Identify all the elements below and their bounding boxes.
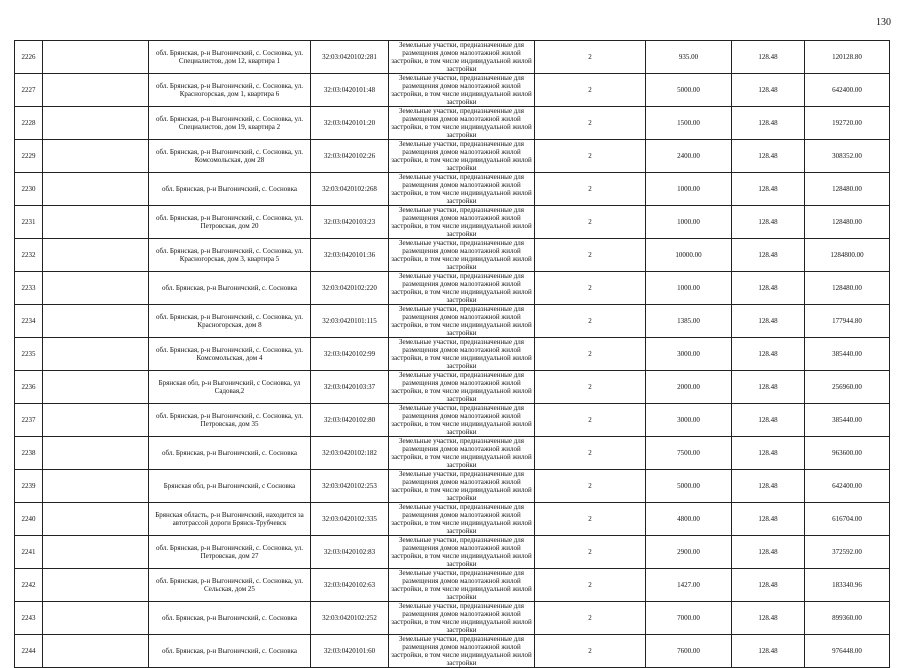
row-number: 2234	[15, 305, 43, 338]
row-number: 2243	[15, 602, 43, 635]
address-cell: обл. Брянская, р-н Выгоничский, с. Сосновка	[149, 173, 311, 206]
area-cell: 1385.00	[646, 305, 732, 338]
table-row	[15, 206, 890, 239]
category-cell: 2	[535, 107, 646, 140]
permitted-use-cell: Земельные участки, предназначенные для размещения домов малоэтажной жилой застройки, в том числе индивидуальной жилой застройки	[389, 107, 535, 140]
cadastral-number-cell: 32:03:0420102:335	[311, 503, 389, 536]
row-number: 2238	[15, 437, 43, 470]
cadastral-number-cell: 32:03:0420102:268	[311, 173, 389, 206]
permitted-use-cell: Земельные участки, предназначенные для размещения домов малоэтажной жилой застройки, в том числе индивидуальной жилой застройки	[389, 272, 535, 305]
table-row	[15, 635, 890, 668]
area-cell: 1500.00	[646, 107, 732, 140]
empty-cell	[43, 173, 149, 206]
row-number: 2232	[15, 239, 43, 272]
address-cell: обл. Брянская, р-н Выгоничский, с. Сосновка, ул. Специалистов, дом 12, квартира 1	[149, 41, 311, 74]
category-cell: 2	[535, 239, 646, 272]
permitted-use-cell: Земельные участки, предназначенные для размещения домов малоэтажной жилой застройки, в том числе индивидуальной жилой застройки	[389, 635, 535, 668]
address-cell: обл. Брянская, р-н Выгоничский, с. Сосновка, ул. Петровская, дом 20	[149, 206, 311, 239]
address-cell: обл. Брянская, р-н Выгоничский, с. Сосновка, ул. Комсомольская, дом 28	[149, 140, 311, 173]
empty-cell	[43, 239, 149, 272]
rate-cell: 128.48	[732, 206, 805, 239]
area-cell: 7500.00	[646, 437, 732, 470]
area-cell: 3000.00	[646, 404, 732, 437]
permitted-use-cell: Земельные участки, предназначенные для размещения домов малоэтажной жилой застройки, в том числе индивидуальной жилой застройки	[389, 173, 535, 206]
category-cell: 2	[535, 338, 646, 371]
table-row	[15, 569, 890, 602]
address-cell: обл. Брянская, р-н Выгоничский, с. Сосновка	[149, 602, 311, 635]
rate-cell: 128.48	[732, 569, 805, 602]
row-number: 2228	[15, 107, 43, 140]
permitted-use-cell: Земельные участки, предназначенные для размещения домов малоэтажной жилой застройки, в том числе индивидуальной жилой застройки	[389, 206, 535, 239]
row-number: 2226	[15, 41, 43, 74]
empty-cell	[43, 569, 149, 602]
permitted-use-cell: Земельные участки, предназначенные для размещения домов малоэтажной жилой застройки, в том числе индивидуальной жилой застройки	[389, 569, 535, 602]
rate-cell: 128.48	[732, 74, 805, 107]
table-row	[15, 602, 890, 635]
permitted-use-cell: Земельные участки, предназначенные для размещения домов малоэтажной жилой застройки, в том числе индивидуальной жилой застройки	[389, 602, 535, 635]
empty-cell	[43, 338, 149, 371]
row-number: 2241	[15, 536, 43, 569]
cadastral-value-cell: 120128.80	[805, 41, 890, 74]
rate-cell: 128.48	[732, 404, 805, 437]
empty-cell	[43, 404, 149, 437]
rate-cell: 128.48	[732, 173, 805, 206]
cadastral-value-cell: 642400.00	[805, 74, 890, 107]
area-cell: 1000.00	[646, 272, 732, 305]
category-cell: 2	[535, 404, 646, 437]
area-cell: 1000.00	[646, 173, 732, 206]
category-cell: 2	[535, 569, 646, 602]
cadastral-value-cell: 177944.80	[805, 305, 890, 338]
cadastral-value-cell: 642400.00	[805, 470, 890, 503]
address-cell: обл. Брянская, р-н Выгоничский, с. Сосновка, ул. Специалистов, дом 19, квартира 2	[149, 107, 311, 140]
cadastral-value-cell: 616704.00	[805, 503, 890, 536]
cadastral-number-cell: 32:03:0420101:36	[311, 239, 389, 272]
area-cell: 2000.00	[646, 371, 732, 404]
area-cell: 2400.00	[646, 140, 732, 173]
area-cell: 7600.00	[646, 635, 732, 668]
cadastral-number-cell: 32:03:0420101:60	[311, 635, 389, 668]
table-row	[15, 371, 890, 404]
empty-cell	[43, 41, 149, 74]
empty-cell	[43, 272, 149, 305]
table-row	[15, 239, 890, 272]
area-cell: 10000.00	[646, 239, 732, 272]
category-cell: 2	[535, 41, 646, 74]
address-cell: обл. Брянская, р-н Выгоничский, с. Сосновка	[149, 272, 311, 305]
cadastral-value-cell: 128480.00	[805, 272, 890, 305]
address-cell: обл. Брянская, р-н Выгоничский, с. Сосновка	[149, 635, 311, 668]
table-row	[15, 173, 890, 206]
table-row	[15, 338, 890, 371]
address-cell: обл. Брянская, р-н Выгоничский, с. Сосновка, ул. Петровская, дом 27	[149, 536, 311, 569]
permitted-use-cell: Земельные участки, предназначенные для размещения домов малоэтажной жилой застройки, в том числе индивидуальной жилой застройки	[389, 536, 535, 569]
table-row	[15, 41, 890, 74]
row-number: 2242	[15, 569, 43, 602]
cadastral-number-cell: 32:03:0420102:83	[311, 536, 389, 569]
category-cell: 2	[535, 470, 646, 503]
empty-cell	[43, 602, 149, 635]
row-number: 2233	[15, 272, 43, 305]
cadastral-value-cell: 385440.00	[805, 404, 890, 437]
category-cell: 2	[535, 437, 646, 470]
cadastral-value-cell: 192720.00	[805, 107, 890, 140]
table-row	[15, 470, 890, 503]
row-number: 2239	[15, 470, 43, 503]
category-cell: 2	[535, 272, 646, 305]
permitted-use-cell: Земельные участки, предназначенные для размещения домов малоэтажной жилой застройки, в том числе индивидуальной жилой застройки	[389, 74, 535, 107]
permitted-use-cell: Земельные участки, предназначенные для размещения домов малоэтажной жилой застройки, в том числе индивидуальной жилой застройки	[389, 41, 535, 74]
permitted-use-cell: Земельные участки, предназначенные для размещения домов малоэтажной жилой застройки, в том числе индивидуальной жилой застройки	[389, 239, 535, 272]
rate-cell: 128.48	[732, 239, 805, 272]
category-cell: 2	[535, 602, 646, 635]
empty-cell	[43, 371, 149, 404]
rate-cell: 128.48	[732, 140, 805, 173]
empty-cell	[43, 305, 149, 338]
address-cell: Брянская область, р-н Выгоничский, находится за автотрассой дороги Брянск-Трубчевск	[149, 503, 311, 536]
empty-cell	[43, 503, 149, 536]
empty-cell	[43, 536, 149, 569]
cadastral-number-cell: 32:03:0420101:20	[311, 107, 389, 140]
rate-cell: 128.48	[732, 107, 805, 140]
area-cell: 1427.00	[646, 569, 732, 602]
cadastral-value-cell: 308352.00	[805, 140, 890, 173]
cadastral-number-cell: 32:03:0420101:115	[311, 305, 389, 338]
rate-cell: 128.48	[732, 503, 805, 536]
cadastral-value-cell: 372592.00	[805, 536, 890, 569]
address-cell: Брянская обл, р-н Выгоничский, с Сосновка	[149, 470, 311, 503]
category-cell: 2	[535, 635, 646, 668]
area-cell: 1000.00	[646, 206, 732, 239]
rate-cell: 128.48	[732, 338, 805, 371]
rate-cell: 128.48	[732, 437, 805, 470]
rate-cell: 128.48	[732, 602, 805, 635]
category-cell: 2	[535, 305, 646, 338]
page-number: 130	[876, 17, 891, 28]
cadastral-number-cell: 32:03:0420101:48	[311, 74, 389, 107]
table-body	[15, 41, 890, 668]
cadastral-value-cell: 385440.00	[805, 338, 890, 371]
cadastral-value-cell: 976448.00	[805, 635, 890, 668]
cadastral-number-cell: 32:03:0420102:63	[311, 569, 389, 602]
row-number: 2244	[15, 635, 43, 668]
permitted-use-cell: Земельные участки, предназначенные для размещения домов малоэтажной жилой застройки, в том числе индивидуальной жилой застройки	[389, 140, 535, 173]
row-number: 2237	[15, 404, 43, 437]
row-number: 2240	[15, 503, 43, 536]
area-cell: 4800.00	[646, 503, 732, 536]
rate-cell: 128.48	[732, 371, 805, 404]
row-number: 2236	[15, 371, 43, 404]
address-cell: обл. Брянская, р-н Выгоничский, с. Сосновка, ул. Сельская, дом 25	[149, 569, 311, 602]
permitted-use-cell: Земельные участки, предназначенные для размещения домов малоэтажной жилой застройки, в том числе индивидуальной жилой застройки	[389, 404, 535, 437]
category-cell: 2	[535, 206, 646, 239]
table-row	[15, 503, 890, 536]
rate-cell: 128.48	[732, 470, 805, 503]
cadastral-number-cell: 32:03:0420102:80	[311, 404, 389, 437]
cadastral-number-cell: 32:03:0420103:37	[311, 371, 389, 404]
address-cell: обл. Брянская, р-н Выгоничский, с. Сосновка, ул. Красногорская, дом 1, квартира 6	[149, 74, 311, 107]
cadastral-number-cell: 32:03:0420102:220	[311, 272, 389, 305]
cadastral-value-cell: 963600.00	[805, 437, 890, 470]
category-cell: 2	[535, 503, 646, 536]
permitted-use-cell: Земельные участки, предназначенные для размещения домов малоэтажной жилой застройки, в том числе индивидуальной жилой застройки	[389, 503, 535, 536]
empty-cell	[43, 635, 149, 668]
table-row	[15, 404, 890, 437]
cadastral-value-cell: 183340.96	[805, 569, 890, 602]
area-cell: 935.00	[646, 41, 732, 74]
cadastral-number-cell: 32:03:0420103:23	[311, 206, 389, 239]
category-cell: 2	[535, 536, 646, 569]
cadastral-value-cell: 1284800.00	[805, 239, 890, 272]
row-number: 2227	[15, 74, 43, 107]
table-row	[15, 272, 890, 305]
empty-cell	[43, 206, 149, 239]
address-cell: обл. Брянская, р-н Выгоничский, с. Сосновка, ул. Красногорская, дом 3, квартира 5	[149, 239, 311, 272]
rate-cell: 128.48	[732, 305, 805, 338]
permitted-use-cell: Земельные участки, предназначенные для размещения домов малоэтажной жилой застройки, в том числе индивидуальной жилой застройки	[389, 338, 535, 371]
permitted-use-cell: Земельные участки, предназначенные для размещения домов малоэтажной жилой застройки, в том числе индивидуальной жилой застройки	[389, 305, 535, 338]
cadastral-number-cell: 32:03:0420102:253	[311, 470, 389, 503]
row-number: 2235	[15, 338, 43, 371]
table-row	[15, 437, 890, 470]
permitted-use-cell: Земельные участки, предназначенные для размещения домов малоэтажной жилой застройки, в том числе индивидуальной жилой застройки	[389, 437, 535, 470]
category-cell: 2	[535, 371, 646, 404]
cadastral-value-cell: 128480.00	[805, 206, 890, 239]
row-number: 2230	[15, 173, 43, 206]
empty-cell	[43, 140, 149, 173]
land-registry-table	[14, 40, 890, 668]
area-cell: 5000.00	[646, 470, 732, 503]
empty-cell	[43, 74, 149, 107]
empty-cell	[43, 470, 149, 503]
address-cell: Брянская обл, р-н Выгоничский, с Сосновка, ул Садовая,2	[149, 371, 311, 404]
cadastral-number-cell: 32:03:0420102:182	[311, 437, 389, 470]
cadastral-number-cell: 32:03:0420102:26	[311, 140, 389, 173]
rate-cell: 128.48	[732, 635, 805, 668]
table-row	[15, 305, 890, 338]
table-row	[15, 536, 890, 569]
table-row	[15, 74, 890, 107]
table-row	[15, 107, 890, 140]
address-cell: обл. Брянская, р-н Выгоничский, с. Сосновка, ул. Красногорская, дом 8	[149, 305, 311, 338]
cadastral-number-cell: 32:03:0420102:281	[311, 41, 389, 74]
address-cell: обл. Брянская, р-н Выгоничский, с. Сосновка, ул. Комсомольская, дом 4	[149, 338, 311, 371]
empty-cell	[43, 107, 149, 140]
permitted-use-cell: Земельные участки, предназначенные для размещения домов малоэтажной жилой застройки, в том числе индивидуальной жилой застройки	[389, 470, 535, 503]
area-cell: 3000.00	[646, 338, 732, 371]
table-row	[15, 140, 890, 173]
cadastral-value-cell: 128480.00	[805, 173, 890, 206]
rate-cell: 128.48	[732, 272, 805, 305]
cadastral-value-cell: 256960.00	[805, 371, 890, 404]
category-cell: 2	[535, 140, 646, 173]
area-cell: 2900.00	[646, 536, 732, 569]
category-cell: 2	[535, 74, 646, 107]
cadastral-value-cell: 899360.00	[805, 602, 890, 635]
rate-cell: 128.48	[732, 536, 805, 569]
row-number: 2231	[15, 206, 43, 239]
row-number: 2229	[15, 140, 43, 173]
cadastral-number-cell: 32:03:0420102:252	[311, 602, 389, 635]
permitted-use-cell: Земельные участки, предназначенные для размещения домов малоэтажной жилой застройки, в том числе индивидуальной жилой застройки	[389, 371, 535, 404]
address-cell: обл. Брянская, р-н Выгоничский, с. Сосновка, ул. Петровская, дом 35	[149, 404, 311, 437]
area-cell: 5000.00	[646, 74, 732, 107]
cadastral-number-cell: 32:03:0420102:99	[311, 338, 389, 371]
rate-cell: 128.48	[732, 41, 805, 74]
area-cell: 7000.00	[646, 602, 732, 635]
category-cell: 2	[535, 173, 646, 206]
address-cell: обл. Брянская, р-н Выгоничский, с. Сосновка	[149, 437, 311, 470]
empty-cell	[43, 437, 149, 470]
